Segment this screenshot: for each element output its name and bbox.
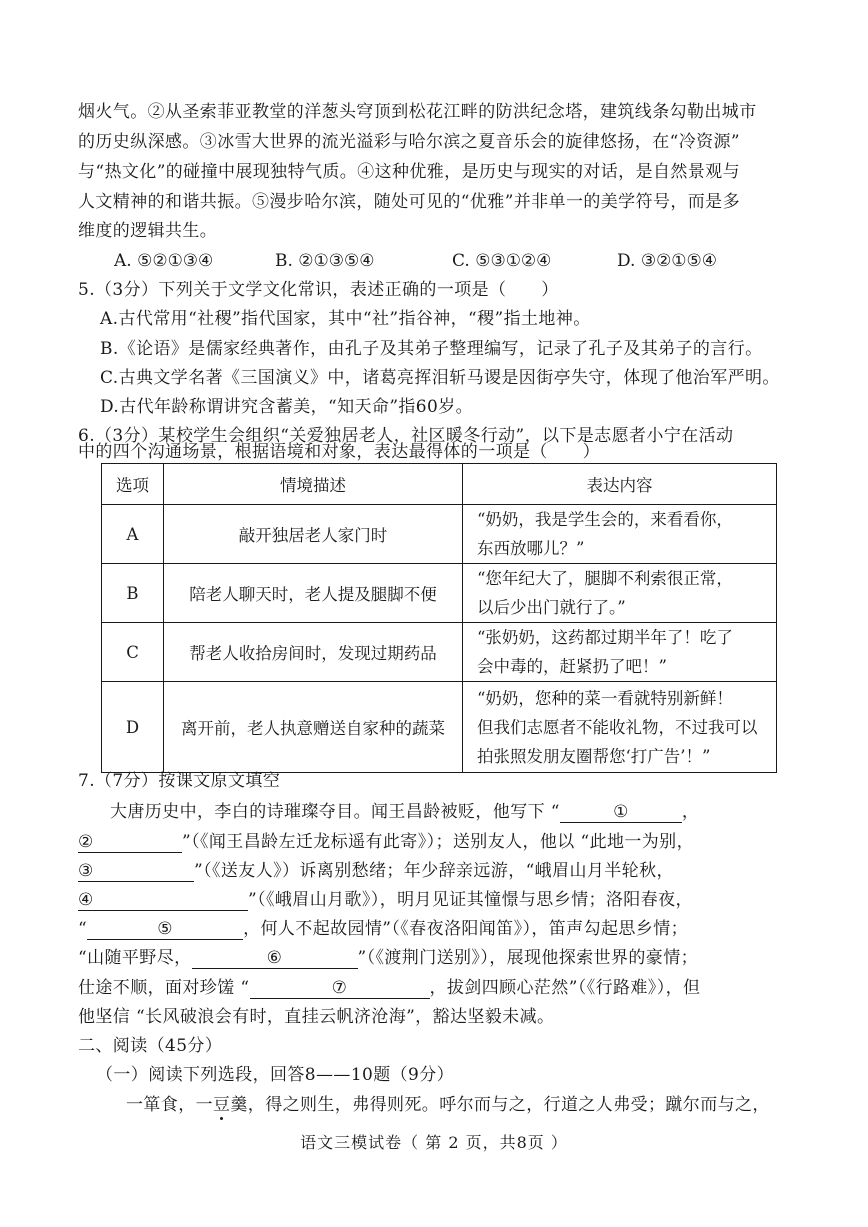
row-expression: [463, 682, 777, 773]
q7-text: ”（《送友人》）诉离别愁绪；年少辞亲远游，“峨眉山月半轮秋，: [194, 861, 674, 881]
row-option: C: [102, 623, 164, 682]
q6-stem-line-2: 中的四个沟通场景，根据语境和对象，表达最得体的一项是（ ）: [78, 442, 600, 462]
q7-text: ，: [681, 802, 700, 822]
row-scene: 陪老人聊天时，老人提及腿脚不便: [164, 564, 463, 623]
q5-option-c: C.古典文学名著《三国演义》中，诸葛亮挥泪斩马谡是因街亭失守，体现了他治军严明。: [100, 368, 780, 388]
table-row: [102, 564, 777, 623]
row-scene: 敲开独居老人家门时: [164, 505, 463, 564]
q7-text: “山随平野尽，: [78, 948, 192, 968]
q7-text: 大唐历史中，李白的诗璀璨夺目。闻王昌龄被贬，他写下 “: [110, 802, 560, 822]
q7-text: ”（《渡荆门送别》），展现他探索世界的豪情；: [357, 948, 698, 968]
q7-line-1: [110, 800, 699, 824]
q5-option-a: A.古代常用“社稷”指代国家，其中“社”指谷神，“稷”指土地神。: [100, 309, 591, 329]
q4-text-line-3: 与“热文化”的碰撞中展现独特气质。④这种优雅，是历史与现实的对话，是自然景观与: [78, 162, 740, 182]
blank-4[interactable]: ④: [78, 890, 248, 911]
q6-table: [101, 463, 777, 773]
q7-text: ”（《闻王昌龄左迁龙标遥有此寄》）；送别友人，他以 “此地一为别，: [182, 832, 694, 852]
q6-stem-line-1: 6.（3分）某校学生会组织“关爱独居老人，社区暖冬行动”，以下是志愿者小宁在活动: [78, 426, 734, 446]
expression-line: “您年纪大了，腿脚不利索很正常，: [477, 569, 733, 588]
q7-line-3: [78, 859, 674, 883]
q4-option-c: C. ⑤③①②④: [452, 251, 552, 271]
q7-line-2: [78, 830, 694, 854]
q7-text: ，何人不起故园情”（《春夜洛阳闻笛》），笛声勾起思乡情；: [243, 919, 688, 939]
blank-1[interactable]: ①: [560, 802, 682, 823]
q4-text-line-2: 的历史纵深感。③冰雪大世界的流光溢彩与哈尔滨之夏音乐会的旋律悠扬，在“冷资源”: [78, 132, 740, 152]
page-footer: 语文三模试卷（ 第 2 页，共8页 ）: [300, 1133, 568, 1152]
q4-text-line-5: 维度的逻辑共生。: [78, 221, 218, 241]
q7-stem: 7.（7分）按课文原文填空: [78, 771, 281, 791]
q7-text: ，拔剑四顾心茫然”（《行路难》），但: [429, 978, 701, 998]
blank-3[interactable]: ③: [78, 861, 194, 882]
row-scene: 帮老人收拾房间时，发现过期药品: [164, 623, 463, 682]
passage-text: 羹，得之则生，弗得则死。呼尔而与之，行道之人弗受；蹴尔而与之，: [230, 1095, 770, 1115]
q7-line-6: [78, 946, 698, 970]
expression-line: 拍张照发朋友圈帮您‘打广告’！”: [477, 746, 711, 766]
expression-line: 东西放哪儿？”: [477, 539, 585, 558]
row-option: B: [102, 564, 164, 623]
table-header-option: 选项: [102, 464, 164, 505]
row-expression: [463, 564, 777, 623]
row-expression: [463, 623, 777, 682]
emphasis-dot-char: 豆: [213, 1095, 231, 1115]
blank-6[interactable]: ⑥: [192, 948, 358, 969]
table-row: [102, 505, 777, 564]
q7-line-4: [78, 888, 693, 912]
expression-line: 会中毒的，赶紧扔了吧！”: [477, 657, 667, 676]
q7-text: “: [78, 919, 88, 939]
table-header-scene: 情境描述: [164, 464, 463, 505]
expression-line: 以后少出门就行了。”: [477, 598, 626, 617]
q5-stem: 5.（3分）下列关于文学文化常识，表述正确的一项是（ ）: [78, 280, 559, 300]
expression-line: 但我们志愿者不能收礼物，不过我可以: [477, 717, 758, 737]
q7-line-8: 他坚信 “长风破浪会有时，直挂云帆济沧海”，豁达坚毅未减。: [78, 1007, 555, 1027]
row-option: D: [102, 682, 164, 773]
q5-option-d: D.古代年龄称谓讲究含蓄美，“知天命”指60岁。: [100, 397, 474, 417]
table-header-expression: 表达内容: [463, 464, 777, 505]
passage-line-1: [126, 1093, 770, 1117]
q5-option-b: B.《论语》是儒家经典著作，由孔子及其弟子整理编写，记录了孔子及其弟子的言行。: [100, 339, 763, 359]
table-header-row: [102, 464, 777, 505]
row-expression: [463, 505, 777, 564]
section-2-title: 二、阅读（45分）: [78, 1036, 223, 1056]
q7-text: ”（《峨眉山月歌》），明月见证其憧憬与思乡情；洛阳春夜，: [248, 890, 693, 910]
blank-7[interactable]: ⑦: [250, 978, 430, 999]
row-option: A: [102, 505, 164, 564]
table-row: [102, 682, 777, 773]
row-scene: 离开前，老人执意赠送自家种的蔬菜: [164, 682, 463, 773]
expression-line: “奶奶，我是学生会的，来看看你，: [477, 510, 733, 529]
q7-line-5: [78, 917, 688, 941]
expression-line: “张奶奶，这药都过期半年了！吃了: [477, 628, 733, 647]
q4-option-b: B. ②①③⑤④: [275, 251, 375, 271]
q4-option-d: D. ③②①⑤④: [617, 251, 718, 271]
section-2-subtitle: （一）阅读下列选段，回答8——10题（9分）: [96, 1065, 455, 1085]
q4-option-a: A. ⑤②①③④: [114, 251, 214, 271]
q4-text-line-4: 人文精神的和谐共振。⑤漫步哈尔滨，随处可见的“优雅”并非单一的美学符号，而是多: [78, 192, 740, 212]
table-row: [102, 623, 777, 682]
blank-5[interactable]: ⑤: [87, 919, 243, 940]
blank-2[interactable]: ②: [78, 832, 182, 853]
expression-line: “奶奶，您种的菜一看就特别新鲜！: [477, 688, 733, 708]
q4-text-line-1: 烟火气。②从圣索菲亚教堂的洋葱头穹顶到松花江畔的防洪纪念塔，建筑线条勾勒出城市: [78, 102, 757, 122]
q7-line-7: [78, 976, 700, 1000]
q7-text: 仕途不顺，面对珍馐 “: [78, 978, 250, 998]
passage-text: 一箪食，一: [126, 1095, 213, 1115]
